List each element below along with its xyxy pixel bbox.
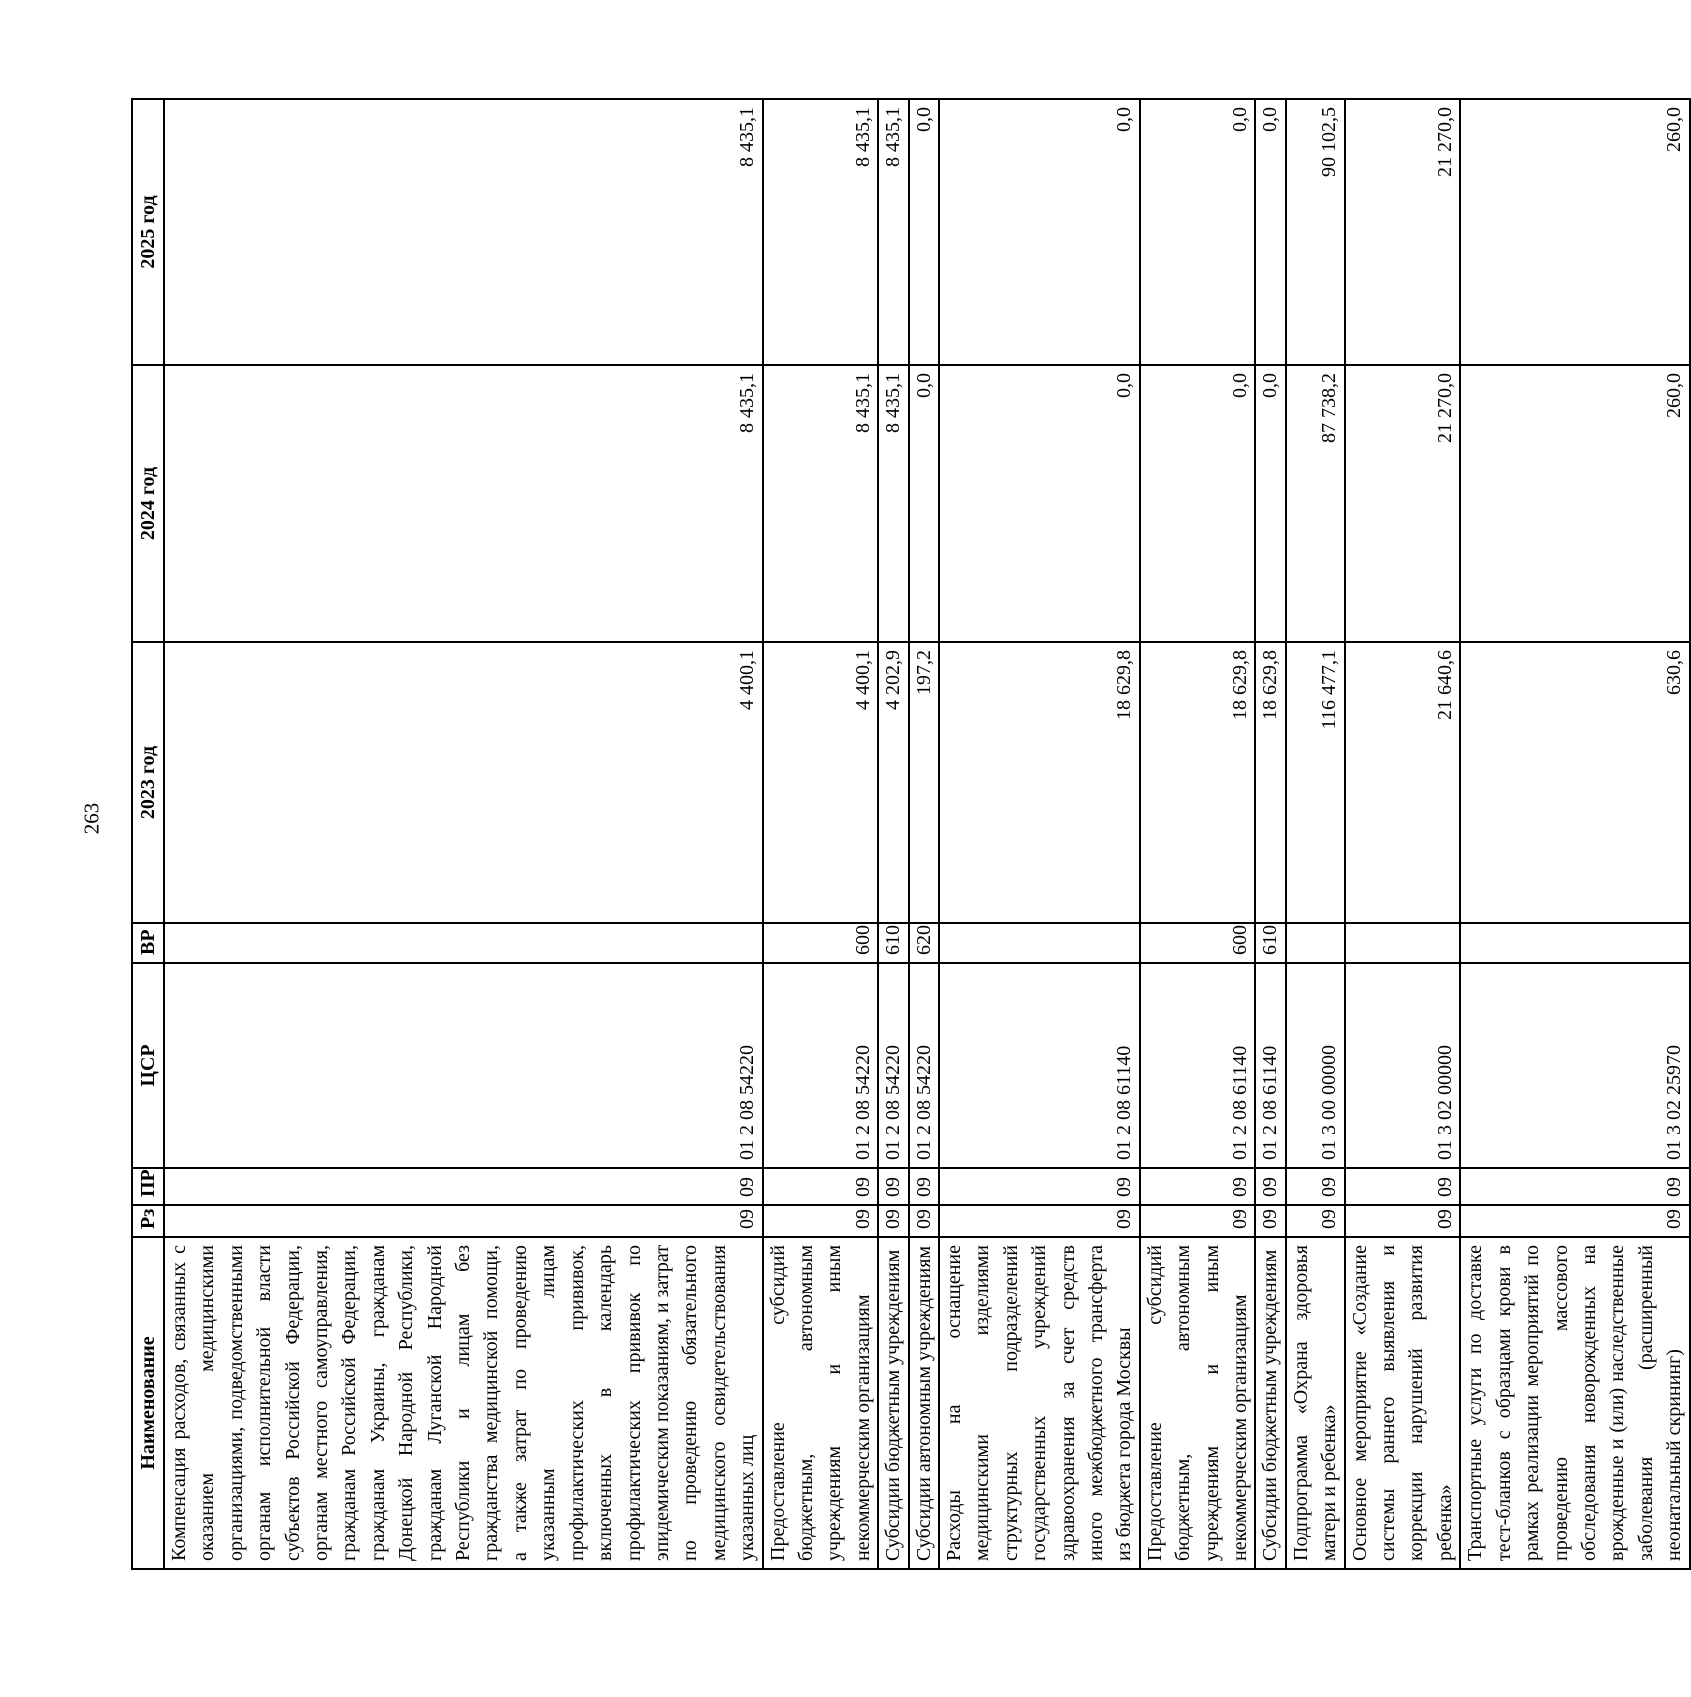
row-name: Транспортные услуги по доставке тест-бланков с образцами крови в рамках реализации мероприятий по проведению массового обследования новорожденных на врожденные и (или) наследственные заболевания (расширенный неонатальный скрининг) bbox=[1460, 1237, 1689, 1569]
row-pr: 09 bbox=[164, 1168, 763, 1205]
row-pr: 09 bbox=[878, 1168, 908, 1205]
row-csr: 01 2 08 54220 bbox=[909, 963, 939, 1168]
row-rz: 09 bbox=[1286, 1205, 1345, 1237]
rotated-table-container bbox=[131, 100, 1686, 1570]
row-2025: 8 435,1 bbox=[763, 99, 879, 365]
row-2025: 8 435,1 bbox=[164, 99, 763, 365]
row-name: Предоставление субсидий бюджетным, автономным учреждениям и иным некоммерческим организациям bbox=[763, 1237, 879, 1569]
header-2024: 2024 год bbox=[132, 365, 164, 642]
row-name: Предоставление субсидий бюджетным, автономным учреждениям и иным некоммерческим организациям bbox=[1140, 1237, 1256, 1569]
row-2023: 630,6 bbox=[1460, 642, 1689, 923]
row-2024: 8 435,1 bbox=[878, 365, 908, 642]
row-csr: 01 2 08 61140 bbox=[1255, 963, 1285, 1168]
row-csr: 01 2 08 54220 bbox=[763, 963, 879, 1168]
row-2025: 0,0 bbox=[1255, 99, 1285, 365]
row-pr: 09 bbox=[1460, 1168, 1689, 1205]
row-2023: 21 640,6 bbox=[1345, 642, 1461, 923]
row-rz: 09 bbox=[1140, 1205, 1256, 1237]
row-vr bbox=[164, 923, 763, 963]
row-csr: 01 3 02 25970 bbox=[1460, 963, 1689, 1168]
table-row bbox=[1460, 99, 1689, 1569]
table-row bbox=[1255, 99, 1285, 1569]
row-name: Субсидии автономным учреждениям bbox=[909, 1237, 939, 1569]
row-vr: 610 bbox=[1255, 923, 1285, 963]
row-vr bbox=[1345, 923, 1461, 963]
row-csr: 01 2 08 54220 bbox=[164, 963, 763, 1168]
table-row bbox=[939, 99, 1140, 1569]
row-2025: 90 102,5 bbox=[1286, 99, 1345, 365]
page-number: 263 bbox=[79, 802, 104, 835]
row-2024: 0,0 bbox=[909, 365, 939, 642]
row-pr: 09 bbox=[1345, 1168, 1461, 1205]
table-row bbox=[763, 99, 879, 1569]
row-vr: 600 bbox=[763, 923, 879, 963]
header-vr: ВР bbox=[132, 923, 164, 963]
row-pr: 09 bbox=[1286, 1168, 1345, 1205]
row-2024: 8 435,1 bbox=[164, 365, 763, 642]
row-rz: 09 bbox=[939, 1205, 1140, 1237]
row-vr bbox=[1286, 923, 1345, 963]
row-pr: 09 bbox=[1255, 1168, 1285, 1205]
row-2024: 21 270,0 bbox=[1345, 365, 1461, 642]
header-2025: 2025 год bbox=[132, 99, 164, 365]
row-name: Субсидии бюджетным учреждениям bbox=[1255, 1237, 1285, 1569]
row-vr: 600 bbox=[1140, 923, 1256, 963]
row-csr: 01 2 08 61140 bbox=[939, 963, 1140, 1168]
row-2024: 87 738,2 bbox=[1286, 365, 1345, 642]
row-vr: 610 bbox=[878, 923, 908, 963]
row-name: Субсидии бюджетным учреждениям bbox=[878, 1237, 908, 1569]
row-2024: 0,0 bbox=[1255, 365, 1285, 642]
row-csr: 01 2 08 61140 bbox=[1140, 963, 1256, 1168]
row-name: Подпрограмма «Охрана здоровья матери и ребенка» bbox=[1286, 1237, 1345, 1569]
header-csr: ЦСР bbox=[132, 963, 164, 1168]
row-2023: 18 629,8 bbox=[1255, 642, 1285, 923]
row-2023: 197,2 bbox=[909, 642, 939, 923]
row-rz: 09 bbox=[878, 1205, 908, 1237]
row-csr: 01 3 02 00000 bbox=[1345, 963, 1461, 1168]
row-rz: 09 bbox=[763, 1205, 879, 1237]
row-2023: 116 477,1 bbox=[1286, 642, 1345, 923]
row-csr: 01 3 00 00000 bbox=[1286, 963, 1345, 1168]
row-2023: 4 202,9 bbox=[878, 642, 908, 923]
table-row bbox=[1286, 99, 1345, 1569]
row-pr: 09 bbox=[909, 1168, 939, 1205]
table-row bbox=[1345, 99, 1461, 1569]
row-vr bbox=[939, 923, 1140, 963]
header-row bbox=[132, 99, 164, 1569]
row-name: Основное мероприятие «Создание системы раннего выявления и коррекции нарушений развития ребенка» bbox=[1345, 1237, 1461, 1569]
header-name: Наименование bbox=[132, 1237, 164, 1569]
row-2023: 4 400,1 bbox=[763, 642, 879, 923]
row-2025: 0,0 bbox=[1140, 99, 1256, 365]
row-vr bbox=[1460, 923, 1689, 963]
header-pr: ПР bbox=[132, 1168, 164, 1205]
row-pr: 09 bbox=[763, 1168, 879, 1205]
row-2025: 8 435,1 bbox=[878, 99, 908, 365]
header-2023: 2023 год bbox=[132, 642, 164, 923]
row-pr: 09 bbox=[1140, 1168, 1256, 1205]
row-2024: 8 435,1 bbox=[763, 365, 879, 642]
row-pr: 09 bbox=[939, 1168, 1140, 1205]
row-rz: 09 bbox=[1460, 1205, 1689, 1237]
row-vr: 620 bbox=[909, 923, 939, 963]
row-rz: 09 bbox=[909, 1205, 939, 1237]
row-csr: 01 2 08 54220 bbox=[878, 963, 908, 1168]
budget-table bbox=[131, 98, 1691, 1570]
header-rz: Рз bbox=[132, 1205, 164, 1237]
row-name: Расходы на оснащение медицинскими изделиями структурных подразделений государственных учреждений здравоохранения за счет средств иного межбюджетного трансферта из бюджета города Москвы bbox=[939, 1237, 1140, 1569]
row-2024: 0,0 bbox=[939, 365, 1140, 642]
table-row bbox=[1140, 99, 1256, 1569]
row-2025: 260,0 bbox=[1460, 99, 1689, 365]
row-2023: 4 400,1 bbox=[164, 642, 763, 923]
row-rz: 09 bbox=[1345, 1205, 1461, 1237]
row-rz: 09 bbox=[1255, 1205, 1285, 1237]
row-2025: 0,0 bbox=[909, 99, 939, 365]
row-2024: 260,0 bbox=[1460, 365, 1689, 642]
table-row bbox=[164, 99, 763, 1569]
table-row bbox=[909, 99, 939, 1569]
row-2024: 0,0 bbox=[1140, 365, 1256, 642]
row-2023: 18 629,8 bbox=[939, 642, 1140, 923]
row-2023: 18 629,8 bbox=[1140, 642, 1256, 923]
row-2025: 0,0 bbox=[939, 99, 1140, 365]
row-2025: 21 270,0 bbox=[1345, 99, 1461, 365]
row-name: Компенсация расходов, связанных с оказанием медицинскими организациями, подведомственными органам исполнительной власти субъектов Российской Федерации, органам местного самоуправления, гражданам Российской Федерации, гражданам Украины, гражданам Донецкой Народной Республики, гражданам Луганской Народной Республики и лицам без гражданства медицинской помощи, а также затрат по проведению указанным лицам профилактических прививок, включенных в календарь профилактических прививок по эпидемическим показаниям, и затрат по проведению обязательного медицинского освидетельствования указанных лиц bbox=[164, 1237, 763, 1569]
table-row bbox=[878, 99, 908, 1569]
row-rz: 09 bbox=[164, 1205, 763, 1237]
